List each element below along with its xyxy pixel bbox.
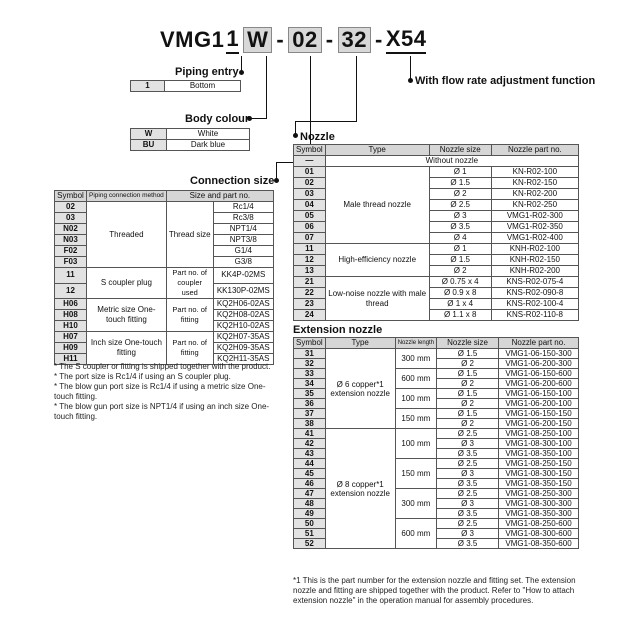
table-cell: VMG1-06-200-100 [499,399,579,409]
table-cell: 38 [294,419,326,429]
table-cell: H09 [55,343,87,354]
table-cell: Symbol [55,191,87,202]
table-cell: VMG1-06-150-100 [499,389,579,399]
table-cell: Ø 1.5 [437,409,499,419]
table-cell: Size and part no. [166,191,273,202]
table-cell: 45 [294,469,326,479]
table-cell: 35 [294,389,326,399]
table-cell: Threaded [87,202,167,268]
table-row [131,81,241,92]
table-row [294,156,579,167]
table-cell: KQ2H09-35AS [213,343,273,354]
table-cell: Ø 2 [437,399,499,409]
table-cell: Type [325,145,429,156]
table-cell: Part no. of fitting [166,332,213,365]
table-cell: 37 [294,409,326,419]
table-cell: Ø 2.5 [429,200,491,211]
table-cell: Ø 1 [429,167,491,178]
table-cell: VMG1-06-200-300 [499,359,579,369]
table-cell: KN-R02-150 [491,178,578,189]
table-cell: 22 [294,288,326,299]
table-cell: NPT3/8 [213,235,273,246]
table-cell: 36 [294,399,326,409]
table-cell: Ø 1.5 [429,255,491,266]
table-cell: 23 [294,299,326,310]
table-cell: 49 [294,509,326,519]
table-cell: KN-R02-250 [491,200,578,211]
table-cell: N02 [55,224,87,235]
table-cell: 06 [294,222,326,233]
table-cell: S coupler plug [87,268,167,299]
table-cell: Type [325,338,395,349]
table-cell: Ø 3 [437,439,499,449]
table-cell: Ø 2 [429,266,491,277]
table-row [294,429,579,439]
table-cell: Rc3/8 [213,213,273,224]
table-cell: VMG1-R02-300 [491,211,578,222]
table-cell: 51 [294,529,326,539]
table-cell: Ø 1.5 [437,369,499,379]
nozzle-title: Nozzle [300,131,335,143]
table-cell: VMG1-08-300-150 [499,469,579,479]
table-cell: High-efficiency nozzle [325,244,429,277]
table-cell: F02 [55,246,87,257]
part-number: VMG1 1 W - 02 - 32 - X54 [160,26,427,52]
table-cell: Ø 3 [429,211,491,222]
table-cell: 150 mm [395,409,436,429]
table-cell: 52 [294,539,326,549]
table-cell: KNS-R02-110-8 [491,310,578,321]
table-cell: — [294,156,326,167]
table-cell: H07 [55,332,87,343]
table-cell: White [167,129,250,140]
table-cell: VMG1-08-250-600 [499,519,579,529]
table-cell: Without nozzle [325,156,578,167]
table-cell: 11 [55,268,87,284]
table-cell: G1/4 [213,246,273,257]
table-cell: H08 [55,310,87,321]
table-cell: KNH-R02-150 [491,255,578,266]
table-cell: Rc1/4 [213,202,273,213]
table-cell: Ø 0.75 x 4 [429,277,491,288]
table-cell: Ø 3.5 [437,479,499,489]
pn-connection-size: 02 [288,27,321,53]
body-colour-title: Body colour [185,113,250,125]
table-cell: KNH-R02-100 [491,244,578,255]
pn-option: X54 [386,26,427,54]
piping-value: Bottom [165,81,241,92]
table-cell: Ø 6 copper*1 extension nozzle [325,349,395,429]
table-cell: 31 [294,349,326,359]
table-cell: 33 [294,369,326,379]
table-cell: Ø 2.5 [437,489,499,499]
table-cell: 02 [55,202,87,213]
table-cell: VMG1-06-200-600 [499,379,579,389]
table-cell: Ø 1.5 [437,349,499,359]
table-cell: Ø 1.5 [437,389,499,399]
table-row [294,277,579,288]
table-cell: KNS-R02-100-4 [491,299,578,310]
table-cell: VMG1-06-200-150 [499,419,579,429]
piping-entry-title: Piping entry [175,66,239,78]
table-header [294,145,579,156]
table-cell: KK130P-02MS [213,283,273,299]
table-cell: VMG1-08-300-100 [499,439,579,449]
table-cell: Male thread nozzle [325,167,429,244]
table-cell: 04 [294,200,326,211]
table-cell: KNH-R02-200 [491,266,578,277]
table-cell: 100 mm [395,429,436,459]
table-cell: 100 mm [395,389,436,409]
table-cell: 600 mm [395,369,436,389]
table-cell: VMG1-08-300-600 [499,529,579,539]
table-cell: Nozzle size [437,338,499,349]
table-cell: KN-R02-100 [491,167,578,178]
table-cell: 44 [294,459,326,469]
option-label: With flow rate adjustment function [415,75,596,87]
table-row [294,349,579,359]
table-cell: Ø 1 x 4 [429,299,491,310]
table-cell: KQ2H07-35AS [213,332,273,343]
table-cell: G3/8 [213,257,273,268]
table-row [294,244,579,255]
table-cell: NPT1/4 [213,224,273,235]
extension-title: Extension nozzle [293,324,383,336]
extension-footnote: *1 This is the part number for the extension nozzle and fitting set. The extension nozzle and fitting are shipped together with the product. Refer to "How to attach extension nozzle" in the operation manual for assembly procedures. [293,576,576,605]
table-cell: Ø 2.5 [437,459,499,469]
table-cell: Ø 1.1 x 8 [429,310,491,321]
table-cell: VMG1-08-250-100 [499,429,579,439]
table-cell: KQ2H10-02AS [213,321,273,332]
table-cell: Thread size [166,202,213,268]
table-cell: BU [131,140,167,151]
table-cell: Ø 3.5 [437,449,499,459]
pn-nozzle: 32 [338,27,371,53]
pn-piping-entry: 1 [226,26,239,54]
table-cell: VMG1-06-150-300 [499,349,579,359]
table-cell: Symbol [294,338,326,349]
table-cell: Nozzle size [429,145,491,156]
table-cell: Dark blue [167,140,250,151]
table-cell: N03 [55,235,87,246]
table-cell: KQ2H11-35AS [213,354,273,365]
table-cell: VMG1-R02-350 [491,222,578,233]
table-header [294,338,579,349]
table-cell: 11 [294,244,326,255]
table-cell: 01 [294,167,326,178]
table-cell: VMG1-06-150-150 [499,409,579,419]
table-cell: Ø 8 copper*1 extension nozzle [325,429,395,549]
table-cell: Part no. of fitting [166,299,213,332]
table-cell: Ø 1.5 [429,178,491,189]
table-cell: Ø 3.5 [429,222,491,233]
connection-notes: * The S coupler or fitting is shipped together with the product. * The port size is Rc1/4 if using an S coupler plug. * The blow gun port size is Rc1/4 if using a metric size One-touch fitting. * The blow gun port size is NPT1/4 if using an inch size One-touch fitting. [54,362,271,421]
table-cell: Ø 3.5 [437,539,499,549]
table-cell: KN-R02-200 [491,189,578,200]
table-cell: KK4P-02MS [213,268,273,284]
table-cell: 41 [294,429,326,439]
table-cell: 03 [294,189,326,200]
table-cell: 300 mm [395,349,436,369]
table-row [131,129,250,140]
table-cell: Symbol [294,145,326,156]
pn-body-colour: W [243,27,272,53]
table-row [55,299,274,310]
table-cell: H11 [55,354,87,365]
table-cell: VMG1-08-350-100 [499,449,579,459]
table-cell: 46 [294,479,326,489]
table-cell: 50 [294,519,326,529]
table-cell: KNS-R02-075-4 [491,277,578,288]
table-cell: Nozzle part no. [499,338,579,349]
table-cell: Ø 3 [437,469,499,479]
table-row [294,167,579,178]
table-cell: VMG1-R02-400 [491,233,578,244]
table-cell: KQ2H06-02AS [213,299,273,310]
nozzle-table [293,144,579,321]
table-cell: Ø 4 [429,233,491,244]
table-cell: 07 [294,233,326,244]
table-cell: 13 [294,266,326,277]
table-row [55,332,274,343]
table-cell: VMG1-08-350-150 [499,479,579,489]
table-cell: W [131,129,167,140]
table-cell: Inch size One-touch fitting [87,332,167,365]
table-cell: Ø 3.5 [437,509,499,519]
table-cell: Ø 0.9 x 8 [429,288,491,299]
table-cell: VMG1-06-150-600 [499,369,579,379]
table-cell: 42 [294,439,326,449]
table-cell: 32 [294,359,326,369]
table-cell: VMG1-08-350-600 [499,539,579,549]
table-cell: Metric size One-touch fitting [87,299,167,332]
table-cell: 02 [294,178,326,189]
table-cell: Ø 2 [437,359,499,369]
table-cell: Ø 1 [429,244,491,255]
table-cell: 300 mm [395,489,436,519]
table-cell: Part no. of coupler used [166,268,213,299]
table-header [55,191,274,202]
table-cell: VMG1-08-300-300 [499,499,579,509]
table-cell: Ø 2.5 [437,429,499,439]
table-cell: 12 [55,283,87,299]
table-cell: Piping connection method [87,191,167,202]
table-cell: VMG1-08-350-300 [499,509,579,519]
table-cell: 21 [294,277,326,288]
table-cell: 24 [294,310,326,321]
table-cell: KQ2H08-02AS [213,310,273,321]
table-cell: Ø 2 [429,189,491,200]
table-cell: KNS-R02-090-8 [491,288,578,299]
piping-code: 1 [131,81,165,92]
table-cell: 34 [294,379,326,389]
body-colour-table [130,128,250,151]
table-cell: Nozzle length [395,338,436,349]
table-cell: Nozzle part no. [491,145,578,156]
table-cell: Ø 2 [437,419,499,429]
extension-table [293,337,579,549]
table-cell: VMG1-08-250-300 [499,489,579,499]
table-cell: Low-noise nozzle with male thread [325,277,429,321]
table-cell: 150 mm [395,459,436,489]
table-cell: Ø 3 [437,499,499,509]
table-cell: 03 [55,213,87,224]
table-cell: H10 [55,321,87,332]
connection-size-table [54,190,274,365]
piping-entry-table [130,80,241,92]
table-cell: H06 [55,299,87,310]
connection-size-title: Connection size [190,175,275,187]
pn-prefix: VMG1 [160,27,225,52]
table-row [55,268,274,284]
table-cell: 12 [294,255,326,266]
table-cell: Ø 2 [437,379,499,389]
table-cell: 48 [294,499,326,509]
table-row [131,140,250,151]
table-cell: Ø 3 [437,529,499,539]
table-cell: 600 mm [395,519,436,549]
table-row [55,202,274,213]
table-cell: VMG1-08-250-150 [499,459,579,469]
table-cell: 05 [294,211,326,222]
table-cell: F03 [55,257,87,268]
table-cell: Ø 2.5 [437,519,499,529]
table-cell: 47 [294,489,326,499]
table-cell: 43 [294,449,326,459]
